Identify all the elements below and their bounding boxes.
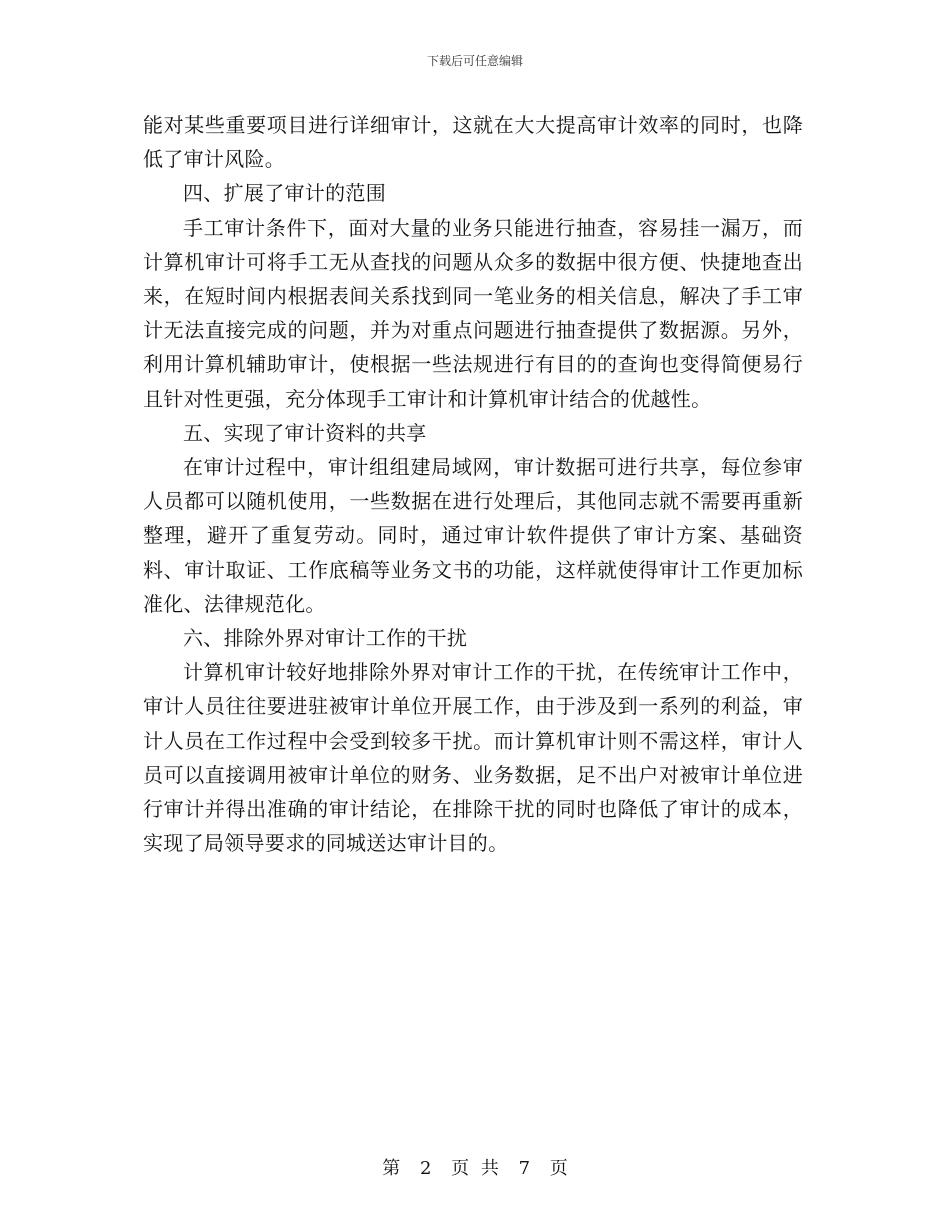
footer-suffix: 页	[549, 1158, 568, 1179]
page-footer	[0, 1154, 950, 1180]
document-body	[143, 108, 803, 860]
footer-total-pages: 7	[518, 1158, 531, 1179]
section-heading-4: 四、扩展了审计的范围	[183, 181, 386, 206]
paragraph-continued: 能对某些重要项目进行详细审计，这就在大大提高审计效率的同时，也降低了审计风险。	[143, 113, 803, 172]
paragraph: 在审计过程中，审计组组建局域网，审计数据可进行共享，每位参审人员都可以随机使用，一些数据在进行处理后，其他同志就不需要再重新整理，避开了重复劳动。同时，通过审计软件提供了审计方案、基础资料、审计取证、工作底稿等业务文书的功能，这样就使得审计工作更加标准化、法律规范化。	[143, 455, 803, 616]
footer-prefix: 第	[382, 1158, 401, 1179]
footer-page-number: 2	[419, 1158, 432, 1179]
section-heading-5: 五、实现了审计资料的共享	[183, 420, 427, 445]
paragraph: 计算机审计较好地排除外界对审计工作的干扰，在传统审计工作中，审计人员往往要进驻被审计单位开展工作，由于涉及到一系列的利益，审计人员在工作过程中会受到较多干扰。而计算机审计则不需这样，审计人员可以直接调用被审计单位的财务、业务数据，足不出户对被审计单位进行审计并得出准确的审计结论，在排除干扰的同时也降低了审计的成本，实现了局领导要求的同城送达审计目的。	[143, 660, 803, 856]
page-header: 下载后可任意编辑	[426, 54, 523, 68]
section-heading-6: 六、排除外界对审计工作的干扰	[183, 626, 468, 651]
footer-middle: 页 共	[451, 1158, 499, 1179]
paragraph: 手工审计条件下，面对大量的业务只能进行抽查，容易挂一漏万，而计算机审计可将手工无从查找的问题从众多的数据中很方便、快捷地查出来，在短时间内根据表间关系找到同一笔业务的相关信息，解决了手工审计无法直接完成的问题，并为对重点问题进行抽查提供了数据源。另外，利用计算机辅助审计，使根据一些法规进行有目的的查询也变得简便易行且针对性更强，充分体现手工审计和计算机审计结合的优越性。	[143, 215, 803, 411]
